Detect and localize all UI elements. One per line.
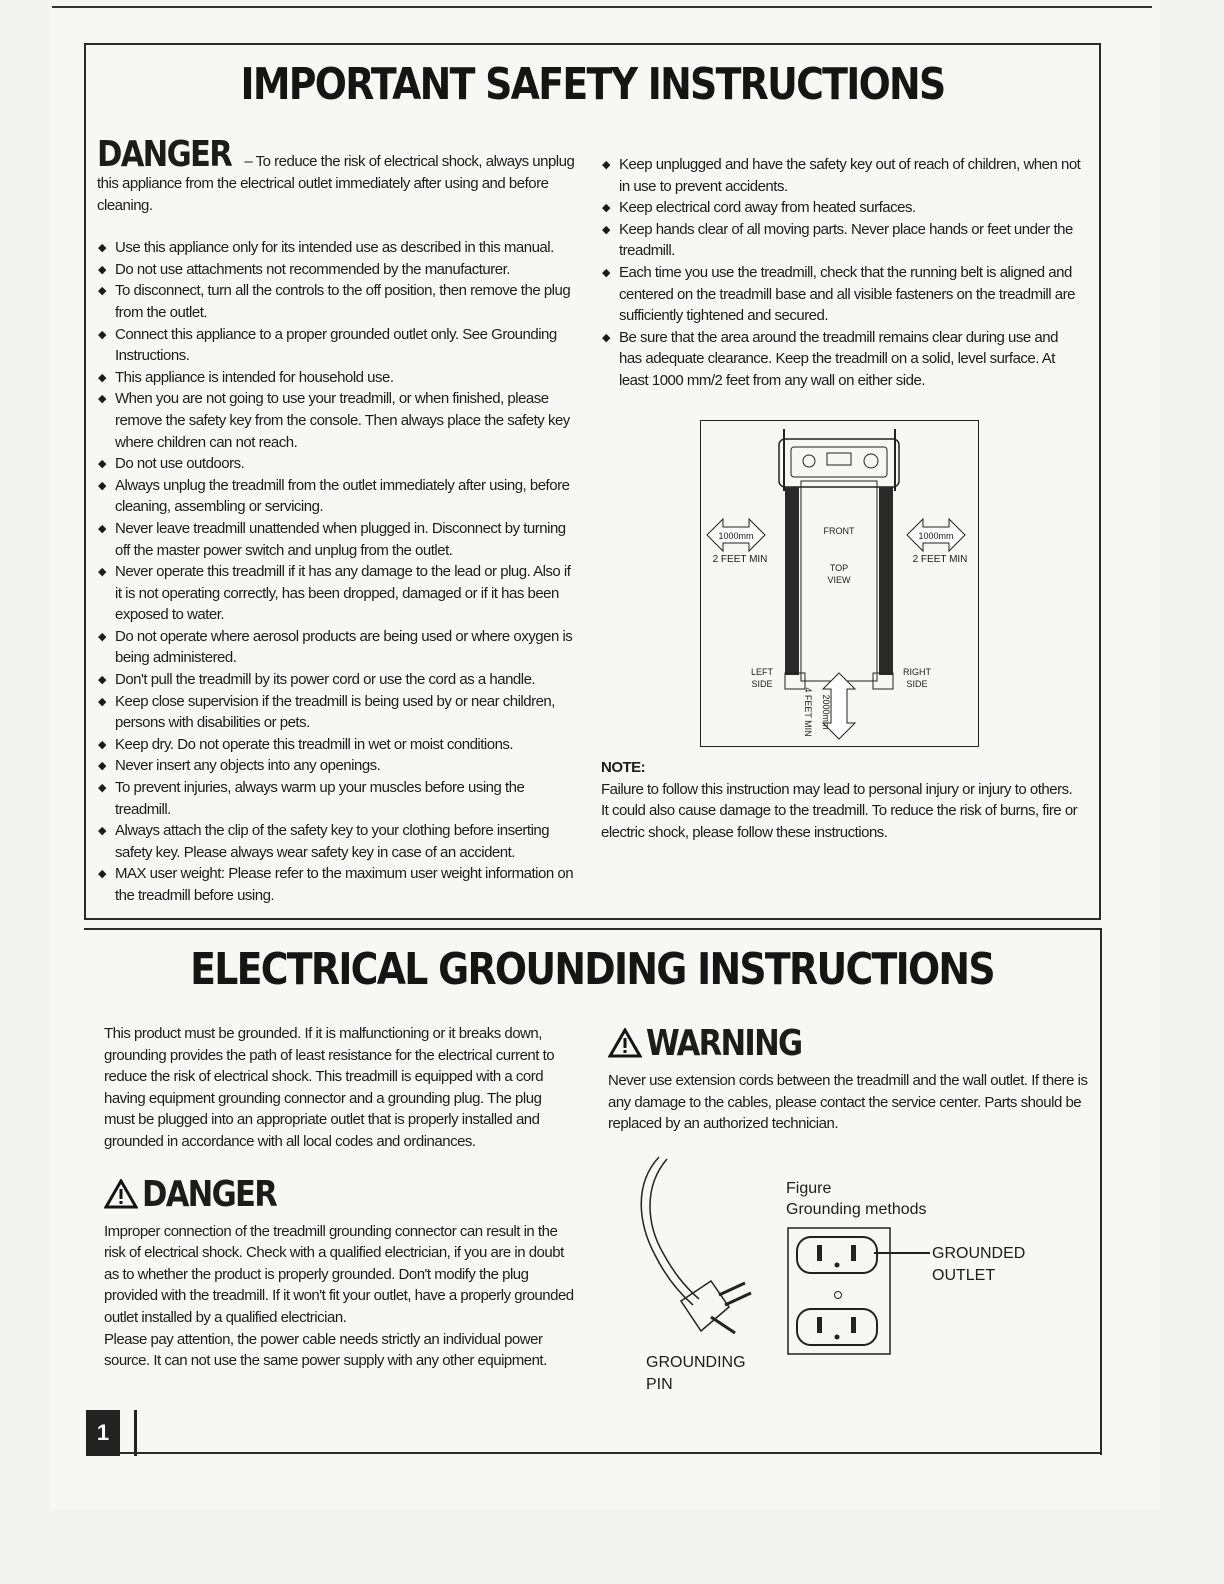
danger-paragraph [97,134,577,216]
safety-left-text: Do not operate where aerosol products are being used or where oxygen is being administered. [115,627,573,667]
figure-caption-block [786,1178,927,1220]
safety-left-text: To prevent injuries, always warm up your muscles before using the treadmill. [115,779,525,818]
diamond-bullet-icon: ◆ [98,566,106,579]
safety-left-item [97,518,577,561]
safety-left-item [97,755,577,777]
warning-triangle-icon [608,1028,642,1058]
top-view-label: TOP VIEW [827,563,851,585]
safety-left-text: Never insert any objects into any openings. [115,757,381,775]
safety-left-item [97,691,577,734]
safety-left-item [97,669,577,691]
safety-right-text: Keep hands clear of all moving parts. Never place hands or feet under the treadmill. [619,220,1073,260]
safety-left-item [97,280,577,323]
diamond-bullet-icon: ◆ [98,242,106,255]
left-side-label: LEFT SIDE [750,667,773,689]
right-clearance-min: 2 FEET MIN [912,554,968,565]
safety-left-item [97,863,577,906]
safety-left-column [97,134,577,907]
diamond-bullet-icon: ◆ [98,371,106,384]
safety-left-item [97,475,577,518]
safety-left-item [97,388,577,453]
safety-left-item [97,259,577,281]
diamond-bullet-icon: ◆ [98,285,106,298]
safety-right-text: Each time you use the treadmill, check that the running belt is aligned and centered on the treadmill base and all visible fasteners on the treadmill are sufficiently tightened and secured. [619,263,1075,325]
safety-instructions-box [84,43,1101,920]
outlet-callout-line [874,1252,930,1254]
safety-left-list [97,237,577,906]
left-clearance-min: 2 FEET MIN [712,554,768,565]
page-number: 1 [86,1410,120,1456]
safety-left-text: Keep close supervision if the treadmill is being used by or near children, persons with disabilities or pets. [115,692,555,732]
diamond-bullet-icon: ◆ [602,159,610,171]
diamond-bullet-icon: ◆ [602,266,610,279]
safety-left-text: Always attach the clip of the safety key to your clothing before inserting safety key. Please always wear safety key in case of an accident. [115,822,550,861]
safety-left-text: When you are not going to use your treadmill, or when finished, please remove the safety key from the console. Then always place the safety key where children can not reach. [115,390,570,451]
diamond-bullet-icon: ◆ [98,825,106,838]
grounding-intro: This product must be grounded. If it is malfunctioning or it breaks down, grounding provides the path of least resistance for the electrical current to reduce the risk of electrical shock. This treadmill is equipped with a cord having equipment grounding connector and a grounding plug. The plug must be plugged into an appropriate outlet that is properly installed and grounded in accordance with all local codes and ordinances. [104,1025,555,1150]
note-heading: NOTE: [601,759,646,776]
safety-right-item [601,327,1083,392]
grounded-outlet-drawing [787,1227,893,1357]
grounding-left-column [104,1023,574,1372]
safety-left-item [97,626,577,669]
safety-right-list [601,154,1083,392]
front-label: FRONT [823,526,855,536]
safety-right-item [601,197,1083,219]
warning-heading: WARNING [645,1023,802,1064]
power-source-text: Please pay attention, the power cable needs strictly an individual power source. It can not use the same power supply with any other equipment. [104,1330,547,1370]
figure-label: Figure [786,1180,832,1197]
safety-left-text: Connect this appliance to a proper grounded outlet only. See Grounding Instructions. [115,325,557,365]
danger-label: DANGER [97,134,232,175]
danger-text: Improper connection of the treadmill grounding connector can result in the risk of electrical shock. Check with a qualified electrician, if you are in doubt as to whether the product is properly grounded. Don't modify the plug provided with the treadmill. If it won't fit your outlet, have a properly grounded outlet installed by a qualified electrician. [104,1222,574,1326]
safety-left-item [97,453,577,475]
safety-left-text: Use this appliance only for its intended use as described in this manual. [115,239,554,257]
safety-left-text: Keep dry. Do not operate this treadmill in wet or moist conditions. [115,735,514,753]
safety-left-text: This appliance is intended for household use. [115,368,394,386]
safety-left-text: Never operate this treadmill if it has any damage to the lead or plug. Also if it is not operating correctly, has been dropped, damaged or if it has been exposed to water. [115,563,571,624]
figure-caption: Grounding methods [786,1201,927,1218]
safety-right-item [601,154,1083,197]
treadmill-clearance-diagram [700,420,979,747]
diamond-bullet-icon: ◆ [98,393,106,406]
safety-left-item [97,561,577,626]
page-number-bar [134,1410,137,1456]
safety-left-text: Never leave treadmill unattended when plugged in. Disconnect by turning off the master power switch and unplug from the outlet. [115,519,566,559]
diamond-bullet-icon: ◆ [602,223,610,236]
right-clearance-dim: 1000mm [918,531,954,541]
right-side-label: RIGHT SIDE [903,667,931,689]
danger-heading: DANGER [141,1173,276,1215]
safety-left-item [97,734,577,756]
diamond-bullet-icon: ◆ [98,695,106,708]
safety-left-item [97,777,577,820]
danger-heading-row [104,1173,574,1221]
safety-left-item [97,367,577,389]
diamond-bullet-icon: ◆ [98,479,106,492]
diamond-bullet-icon: ◆ [98,263,106,276]
grounding-pin-label: GROUNDING PIN [646,1354,746,1393]
grounding-title: ELECTRICAL GROUNDING INSTRUCTIONS [190,944,994,995]
rear-clearance-dim: 2000mm [821,694,831,730]
diamond-bullet-icon: ◆ [98,522,106,535]
safety-left-text: Do not use attachments not recommended by the manufacturer. [115,260,510,278]
left-clearance-dim: 1000mm [718,531,754,541]
safety-right-text: Be sure that the area around the treadmill remains clear during use and has adequate clearance. Keep the treadmill on a solid, level surface. At least 1000 mm/2 feet from any wall on either side. [619,328,1058,389]
safety-title: IMPORTANT SAFETY INSTRUCTIONS [240,59,945,110]
top-rule [52,6,1152,8]
diamond-bullet-icon: ◆ [98,760,106,773]
safety-right-text: Keep electrical cord away from heated surfaces. [619,199,916,217]
safety-left-text: Don't pull the treadmill by its power cord or use the cord as a handle. [115,671,536,689]
rear-clearance-min: 4 FEET MIN [803,687,813,737]
safety-right-text: Keep unplugged and have the safety key out of reach of children, when not in use to prevent accidents. [619,156,1081,195]
danger-intro: – To reduce the risk of electrical shock, always unplug this appliance from the electrical outlet immediately after using and before cleaning. [97,153,575,214]
diamond-bullet-icon: ◆ [602,331,610,344]
safety-right-item [601,262,1083,327]
diamond-bullet-icon: ◆ [98,328,106,341]
note-block [601,757,1083,843]
diamond-bullet-icon: ◆ [98,782,106,795]
bottom-rule [120,1452,1100,1454]
diamond-bullet-icon: ◆ [98,674,106,687]
diamond-bullet-icon: ◆ [98,630,106,643]
grounding-right-column [608,1023,1088,1135]
safety-right-column [601,154,1083,392]
safety-left-text: To disconnect, turn all the controls to the off position, then remove the plug from the outlet. [115,282,571,321]
diamond-bullet-icon: ◆ [602,202,610,215]
grounding-instructions-box [84,928,1102,1455]
warning-heading-row [608,1023,1088,1070]
diamond-bullet-icon: ◆ [98,738,106,751]
diamond-bullet-icon: ◆ [98,458,106,471]
grounded-outlet-label: GROUNDED OUTLET [932,1245,1026,1284]
safety-left-text: Do not use outdoors. [115,455,245,473]
safety-left-item [97,820,577,863]
safety-left-item [97,237,577,259]
warning-text: Never use extension cords between the treadmill and the wall outlet. If there is any damage to the cables, please contact the service center. Parts should be replaced by an authorized technician. [608,1072,1088,1133]
note-text: Failure to follow this instruction may lead to personal injury or injury to others. It could also cause damage to the treadmill. To reduce the risk of burns, fire or electric shock, please follow these instructions. [601,780,1078,841]
safety-left-text: MAX user weight: Please refer to the maximum user weight information on the treadmill before using. [115,865,574,904]
diamond-bullet-icon: ◆ [98,868,106,881]
safety-left-item [97,324,577,367]
safety-left-text: Always unplug the treadmill from the outlet immediately after using, before cleaning, assembling or servicing. [115,476,570,516]
safety-right-item [601,219,1083,262]
warning-triangle-icon [104,1179,138,1209]
